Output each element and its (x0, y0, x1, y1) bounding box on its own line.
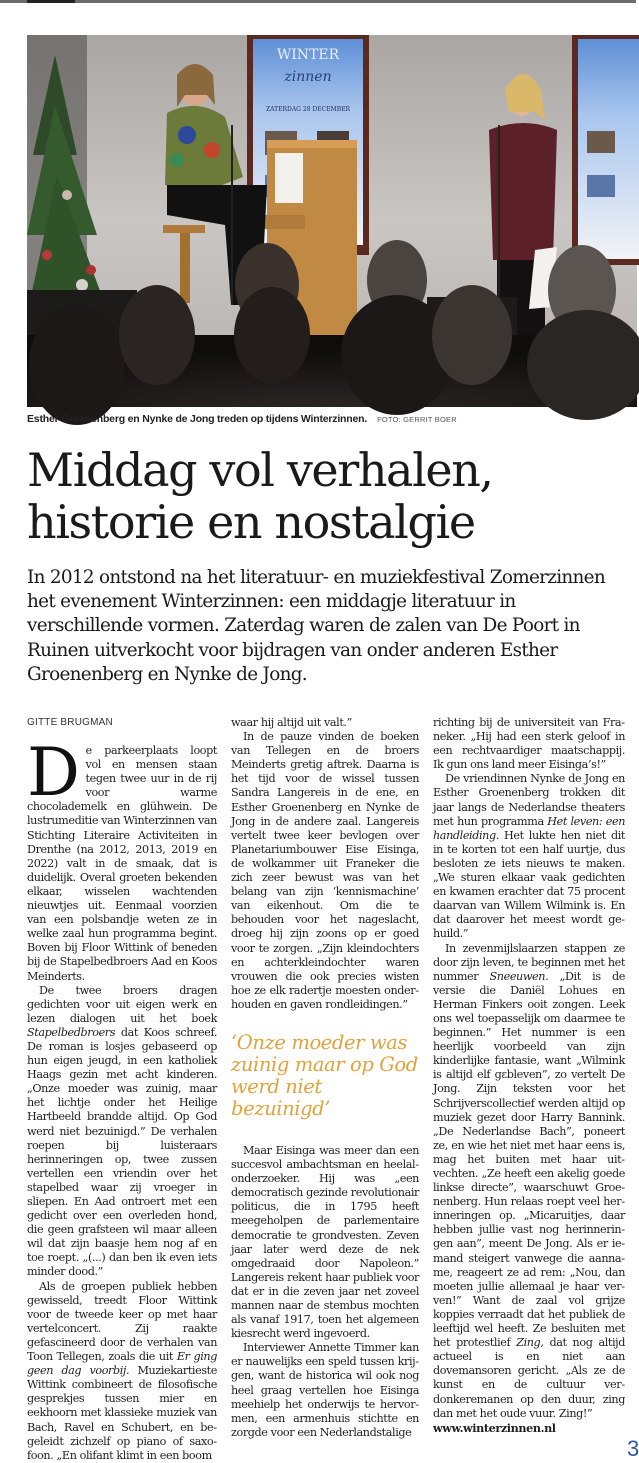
column-3 (433, 716, 625, 1435)
headline (27, 444, 631, 552)
page-number: 3 (627, 1436, 639, 1461)
paragraph-text: dat Koos schreef. De roman is losjes gebaseerd op hun eigen jeugd, in een katholiek Haags gezin met acht kinderen. „Onze moeder was zuinig, maar het lichtje onder het Heilige Hartbeeld brandde altijd. Op God werd niet bezuinigd.” De verhalen roepen bij luisteraars herinneringen op, twee zussen vertellen een vriendin over het stapelbed waar zij vroeger in sliepen. En Aad ontroert met een gedicht over een overleden hond, die geen grafsteen wil maar alleen wil dat zijn baasje hem nog af en toe roept. „(...) dan ben ik even iets minder dood.” (27, 1025, 217, 1279)
paragraph-text: In zevenmijlslaarzen stappen ze door zijn leven, te beginnen met het nummer (433, 941, 625, 983)
paragraph-text: De vriendinnen Nynke de Jong en Esther Groenenberg trokken dit jaar langs de Nederlandse theaters met hun programma (433, 772, 625, 828)
song-title: Zing (516, 1336, 541, 1350)
poster-date: ZATERDAG 28 DECEMBER (265, 106, 351, 113)
paragraph: waar hij altijd uit valt.” (231, 716, 352, 729)
book-title: Er ging geen dag voorbij (27, 1350, 217, 1378)
poster-title-zinnen: zinnen (284, 69, 332, 85)
drop-cap: D (27, 734, 80, 811)
column-1 (27, 716, 217, 1463)
paragraph-text: De twee broers dragen gedichten voor uit eigen werk en lezen dialogen uit het boek (27, 983, 217, 1025)
top-toolbar-strip (0, 0, 636, 3)
paragraph-text: Als de groepen publiek hebben gewisseld, treedt Floor Wittink voor de tweede keer op met haar vertelconcert. Zij raakte gefascineerd door de verhalen van Toon Tellegen, zoals die uit (27, 1279, 217, 1364)
intro-paragraph: In 2012 ontstond na het literatuur- en muziekfestival Zomerzinnen het evenement Winterzinnen: een middagje literatuur in verschillende vormen. Zaterdag waren de zalen van De Poort in Ruinen uitverkocht voor bijdragen van onder anderen Esther Groenenberg en Nynke de Jong. (27, 567, 606, 685)
paragraph (27, 984, 217, 1280)
paragraph-text: , dat nog altijd actueel is en niet aan dovemansoren gericht. „Als ze de kunst en de cultuur verdonkeremanen op den duur, zing dan met het oude vuur. Zing!” (433, 1336, 625, 1420)
paragraph: richting bij de universiteit van Franeker. „Hij had een sterk geloof in een rechtvaardiger maatschappij. Ik gun ons land meer Eisinga’s!” (433, 716, 625, 772)
caption-text: Esther Groenenberg en Nynke de Jong treden op tijdens Winterzinnen. (27, 413, 368, 425)
book-title: Stapelbedbroers (27, 1025, 116, 1039)
poster-right (572, 35, 639, 265)
paragraph (27, 1280, 217, 1463)
paragraph: Maar Eisinga was meer dan een succesvol ambachtsman en heelalonderzoeker. Hij was „een democratisch gezinde revolutionair politicus, die in 1795 heeft meegeholpen de parlementaire democratie te grondvesten. Zeven jaar later werd deze de nek omgedraaid door Napoleon.” Langereis rekent haar publiek voor dat er in die zeven jaar net zoveel mannen naar de stembus mochten als vanaf 1917, toen het algemeen kiesrecht werd ingevoerd. (231, 1143, 419, 1341)
pull-quote: ‘Onze moeder was zuinig maar op God werd niet bezuinigd’ (231, 1030, 418, 1120)
paragraph-text: e parkeerplaats loopt vol en mensen staan tegen twee uur in de rij voor warme chocolademelk en glühwein. De lustrumeditie van Winterzinnen van Stichting Literaire Activiteiten in Drenthe (na 2012, 2013, 2019 en 2022) valt in de smaak, dat is duidelijk. Overal groeten bekenden elkaar, wisselen wachtenden nieuwtjes uit. Eenmaal voorzien van een polsbandje weten ze in welke zaal hun programma begint. Boven bij Floor Wittink of beneden bij de Stapelbedbroers Aad en Koos Meinderts. (27, 744, 217, 983)
toolbar-tab (27, 0, 75, 3)
paragraph (433, 772, 625, 941)
stage-photo-illustration (27, 35, 637, 407)
website-link[interactable]: www.winterzinnen.nl (433, 1420, 556, 1435)
song-title: Sneeuwen (489, 969, 546, 983)
paragraph-text: . Muziekartieste Wittink combineert de filosofische gesprekjes tussen mier en eekhoorn met klassieke muziek van Bach, Ravel en Schubert, en begeleidt zichzelf op piano of saxofoon. „En olifant klimt in een boom (27, 1364, 217, 1462)
paragraph: In de pauze vinden de boeken van Tellegen en de broers Meinderts gretig aftrek. Daarna is het tijd voor de wissel tussen Sandra Langereis in de ene, en Esther Groenenberg en Nynke de Jong in de andere zaal. Langereis vertelt twee keer bevlogen over Planetariumbouwer Eise Eisinga, de wolkammer uit Franeker die zich zeer bewust was van het belang van zijn ‘kennismachine’ van eikenhout. Om die te behouden voor het nageslacht, droeg hij zijn zoons op er goed voor te zorgen. „Zijn kleindochters en achterkleindochter waren vrouwen die ook precies wisten hoe ze elk radertje moesten onderhouden en gaven rondleidingen.” (231, 730, 419, 1011)
photo-credit: FOTO: GERRIT BOER (377, 415, 457, 424)
headline-line-1: Middag vol verhalen, (27, 443, 493, 497)
headline-line-2: historie en nostalgie (27, 495, 475, 549)
paragraph (433, 942, 625, 1421)
byline: GITTE BRUGMAN (27, 717, 113, 728)
poster-title-winter: WINTER (276, 47, 340, 63)
paragraph-text: . „Dit is de versie die Daniël Lohues en Herman Finkers ooit zongen. Leek ons wel toepasselijk om daarmee te beginnen.” Het nummer is een heerlijk voorbeeld van zijn kinderlijke fantasie, want „Wilmink is altijd elf gεbleven”, zo vertelt De Jong. Zijn teksten voor het Schrijverscollectief werden altijd op muziek gezet door Harry Bannink. „De Nederlandse Bach”, poneert ze, en wie het niet met haar eens is, mag het buiten met haar uitvechten. „Ze heeft een akelig goede linkse directe”, waarschuwt Groenenberg. Hun relaas roept veel herinneringen op. „Micaruitjes, daar hebben jullie vast nog herinneringen aan”, meent De Jong. Als er iemand steigert vanwege die aanname, reageert ze ad rem: „Nou, dan moeten jullie allemaal je haar verven!” Want de zaal vol grijze koppies verraadt dat het publiek de leeftijd wel heeft. Ze besluiten met het protestlief (433, 969, 625, 1350)
photo-caption (27, 412, 457, 428)
program-title: Het leven: een handleiding (433, 814, 625, 842)
paragraph (27, 734, 217, 984)
paragraph: Interviewer Annette Timmer kan er nauwelijks een speld tussen krijgen, want de historica wil ook nog heel graag vertellen hoe Eisinga meehielp het onderwijs te hervormen, een armenhuis stichtte en zorgde voor een Nederlandstalige (231, 1341, 419, 1439)
column-2 (231, 716, 419, 1440)
paragraph-text: . Het lukte hen niet dit in te korten tot een half uurtje, dus besloten ze iets nieuws te maken. „We sturen elkaar vaak gedichten en kwamen erachter dat 75 procent daarvan van Willem Wilmink is. En dat daarover het meest wordt gehuild.” (433, 828, 625, 941)
article-photo (27, 35, 637, 407)
